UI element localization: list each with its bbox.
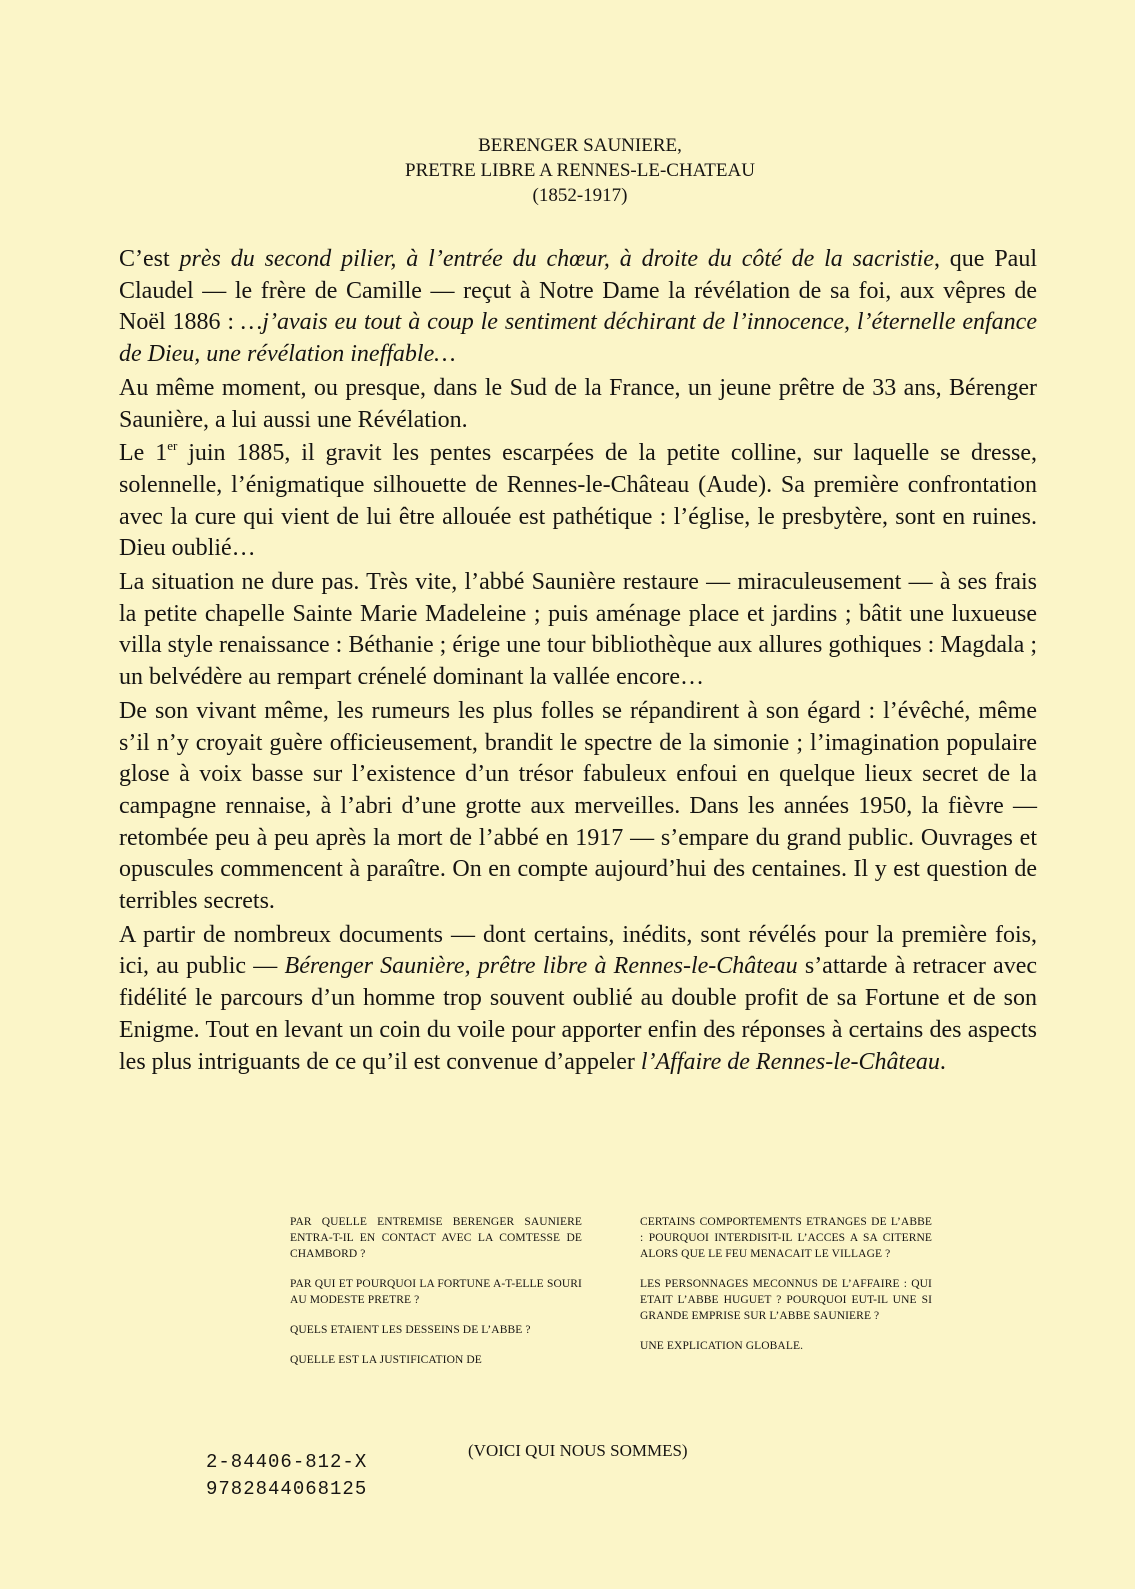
question-item: PAR QUELLE ENTREMISE BERENGER SAUNIERE ENTRA-T-IL EN CONTACT AVEC LA COMTESSE DE CHAMBORD ? [290,1216,582,1260]
p1-text-a: C’est [119,246,180,272]
title-line-1: BERENGER SAUNIERE, [478,135,682,156]
question-item: QUELS ETAIENT LES DESSEINS DE L’ABBE ? [290,1324,531,1336]
title-block [0,133,1135,208]
p1-italic-quote: …j’avais eu tout à coup le sentiment déchirant de l’innocence, l’éternelle enfance de Dieu, une révélation ineffable… [119,309,1037,368]
p3-text-b: juin 1885, il gravit les pentes escarpées de la petite colline, sur laquelle se dresse, solennelle, l’énigmatique silhouette de Rennes-le-Château (Aude). Sa première confrontation avec la cure qui vient de lui être allouée est pathétique : l’église, le presbytère, sont en ruines. Dieu oublié… [119,440,1037,562]
p6-text-a: A partir de nombreux documents — dont certains, inédits, sont révélés pour la première fois, ici, au public — [119,921,1037,980]
paragraph-5: De son vivant même, les rumeurs les plus folles se répandirent à son égard : l’évêché, même s’il n’y croyait guère officieusement, brandit le spectre de la simonie ; l’imagination populaire glose à voix basse sur l’existence d’un trésor fabuleux enfoui en quelque lieux secret de la campagne rennaise, à l’abri d’une grotte aux merveilles. Dans les années 1950, la fièvre — retombée peu à peu après la mort de l’abbé en 1917 — s’empare du grand public. Ouvrages et opuscules commencent à paraître. On en compte aujourd’hui des centaines. Il y est question de terribles secrets. [119,697,1037,915]
p6-italic-book-title: Bérenger Saunière, prêtre libre à Rennes-le-Château [284,953,798,980]
title-line-2: PRETRE LIBRE A RENNES-LE-CHATEAU [405,160,755,181]
p3-superscript: er [167,438,178,454]
p6-text-c: s’attarde à retracer avec fidélité le parcours d’un homme trop souvent oublié au double profit de sa Fortune et de son Enigme. Tout en levant un coin du voile pour apporter enfin des réponses à certains des aspects les plus intriguants de ce qu’il est convenue d’appeler [119,953,1037,1075]
paragraph-2: Au même moment, ou presque, dans le Sud de la France, un jeune prêtre de 33 ans, Bérenger Saunière, a lui aussi une Révélation. [119,374,1037,433]
paragraph-3 [119,438,1037,565]
p6-italic-affair: l’Affaire de Rennes-le-Château [640,1048,940,1075]
question-item: CERTAINS COMPORTEMENTS ETRANGES DE L’ABBE : POURQUOI INTERDISIT-IL L’ACCES A SA CITERNE ALORS QUE LE FEU MENACAIT LE VILLAGE ? [640,1216,932,1260]
isbn-block [206,1449,367,1503]
footer-note: (VOICI QUI NOUS SOMMES) [468,1441,688,1460]
paragraph-4: La situation ne dure pas. Très vite, l’abbé Saunière restaure — miraculeusement — à ses frais la petite chapelle Sainte Marie Madeleine ; puis aménage place et jardins ; bâtit une luxueuse villa style renaissance : Béthanie ; érige une tour bibliothèque aux allures gothiques : Magdala ; un belvédère au rempart crénelé dominant la vallée encore… [119,569,1037,691]
ean-13: 9782844068125 [206,1478,368,1500]
p1-text-c: , que Paul Claudel — le frère de Camille — reçut à Notre Dame la révélation de sa foi, aux vêpres de Noël 1886 : [119,246,1037,336]
questions-right-column [640,1214,932,1368]
p6-text-e: . [939,1048,946,1075]
questions-left-column [290,1214,582,1382]
question-item: QUELLE EST LA JUSTIFICATION DE [290,1354,482,1366]
paragraph-6 [119,920,1037,1079]
question-item: UNE EXPLICATION GLOBALE. [640,1340,804,1352]
p1-italic-quote-place: près du second pilier, à l’entrée du chœur, à droite du côté de la sacristie [179,246,934,272]
paragraph-1 [119,244,1037,371]
isbn-10: 2-84406-812-X [206,1451,368,1473]
title-line-3: (1852-1917) [532,185,628,206]
blurb-text [119,244,1037,1080]
question-item: LES PERSONNAGES MECONNUS DE L’AFFAIRE : QUI ETAIT L’ABBE HUGUET ? POURQUOI EUT-IL UNE SI GRANDE EMPRISE SUR L’ABBE SAUNIERE ? [640,1278,932,1322]
question-item: PAR QUI ET POURQUOI LA FORTUNE A-T-ELLE SOURI AU MODESTE PRETRE ? [290,1278,582,1306]
p3-text-a: Le 1 [119,440,168,467]
